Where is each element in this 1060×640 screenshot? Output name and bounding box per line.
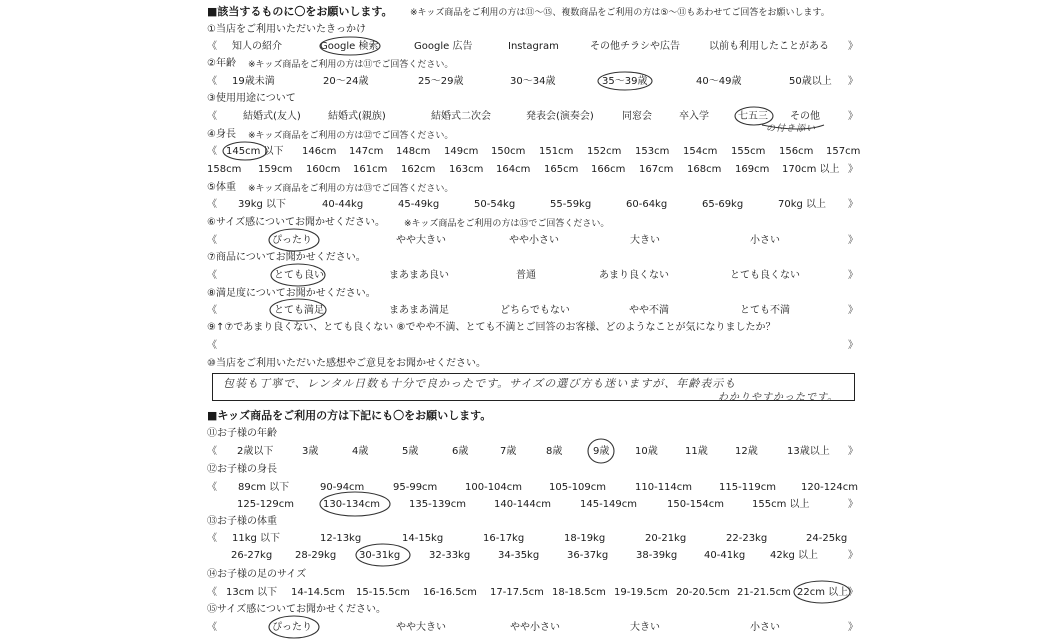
option-item[interactable]: 21-21.5cm: [737, 587, 791, 598]
bracket-open: 《: [207, 587, 217, 598]
option-item[interactable]: やや大きい: [396, 622, 446, 633]
option-item[interactable]: 大きい: [630, 235, 660, 246]
option-item[interactable]: 知人の紹介: [232, 41, 282, 52]
option-item[interactable]: やや小さい: [509, 235, 559, 246]
option-item[interactable]: 110-114cm: [635, 482, 693, 493]
question-label: ②年齢: [207, 58, 236, 69]
option-item[interactable]: 39kg 以下: [238, 199, 287, 210]
option-item[interactable]: 3歳: [302, 446, 319, 457]
option-item[interactable]: どちらでもない: [500, 305, 570, 316]
option-item[interactable]: 大きい: [630, 622, 660, 633]
option-item[interactable]: Instagram: [508, 41, 559, 52]
option-item[interactable]: 70kg 以上: [778, 199, 827, 210]
option-item[interactable]: 卒入学: [679, 111, 709, 122]
question-label: ⑫お子様の身長: [207, 464, 277, 475]
bracket-close: 》: [848, 340, 858, 351]
option-item[interactable]: 115-119cm: [719, 482, 777, 493]
bracket-open: 《: [207, 111, 217, 122]
question-label: ⑩当店をご利用いただいた感想やご意見をお聞かせください。: [207, 358, 486, 369]
option-item[interactable]: 22-23kg: [726, 533, 768, 544]
option-item[interactable]: 150-154cm: [667, 499, 725, 510]
option-item[interactable]: 164cm: [496, 164, 531, 175]
option-item[interactable]: 38-39kg: [636, 550, 678, 561]
option-item[interactable]: 40〜49歳: [696, 76, 742, 87]
option-item[interactable]: 26-27kg: [231, 550, 273, 561]
option-item[interactable]: 16-17kg: [483, 533, 525, 544]
option-item[interactable]: 19歳未満: [232, 76, 275, 87]
option-item[interactable]: 13cm 以下: [226, 587, 278, 598]
bracket-open: 《: [207, 146, 217, 157]
option-item[interactable]: 16-16.5cm: [423, 587, 477, 598]
bracket-open: 《: [207, 482, 217, 493]
option-item[interactable]: 20〜24歳: [323, 76, 369, 87]
option-item[interactable]: 11kg 以下: [232, 533, 281, 544]
bracket-close: 》: [848, 111, 858, 122]
option-item[interactable]: 157cm: [826, 146, 861, 157]
question-label: ⑬お子様の体重: [207, 516, 277, 527]
question-note: ※キッズ商品をご利用の方は⑮でご回答ください。: [404, 219, 610, 229]
handwritten-answer: 包装も丁寧で、レンタル日数も十分で良かったです。サイズの選び方も迷いますが、年齢表示も: [223, 377, 737, 390]
option-item[interactable]: 結婚式(親族): [328, 111, 386, 122]
option-item[interactable]: 90-94cm: [320, 482, 365, 493]
option-item[interactable]: 165cm: [544, 164, 579, 175]
option-item[interactable]: 14-14.5cm: [291, 587, 345, 598]
option-item[interactable]: 18-19kg: [564, 533, 606, 544]
option-item[interactable]: 35〜39歳: [602, 76, 648, 87]
option-item[interactable]: 95-99cm: [393, 482, 438, 493]
option-item[interactable]: 小さい: [750, 622, 780, 633]
option-item[interactable]: 22cm 以上: [797, 587, 849, 598]
option-item[interactable]: 14-15kg: [402, 533, 444, 544]
option-item[interactable]: 13歳以上: [787, 446, 830, 457]
question-label: ⑧満足度についてお聞かせください。: [207, 288, 376, 299]
option-item[interactable]: 152cm: [587, 146, 622, 157]
option-item[interactable]: 55-59kg: [550, 199, 592, 210]
option-item[interactable]: 100-104cm: [465, 482, 523, 493]
bracket-open: 《: [207, 305, 217, 316]
option-item[interactable]: 結婚式二次会: [431, 111, 491, 122]
option-item[interactable]: 153cm: [635, 146, 670, 157]
bracket-close: 》: [848, 499, 858, 510]
comment-box[interactable]: [212, 373, 855, 401]
option-item[interactable]: 20-21kg: [645, 533, 687, 544]
option-item[interactable]: 148cm: [396, 146, 431, 157]
option-item[interactable]: 60-64kg: [626, 199, 668, 210]
option-item[interactable]: 36-37kg: [567, 550, 609, 561]
option-item[interactable]: 150cm: [491, 146, 526, 157]
option-item[interactable]: 154cm: [683, 146, 718, 157]
option-item[interactable]: 結婚式(友人): [243, 111, 301, 122]
option-item[interactable]: 166cm: [591, 164, 626, 175]
option-item[interactable]: 4歳: [352, 446, 369, 457]
question-note: ※キッズ商品をご利用の方は⑫でご回答ください。: [248, 131, 454, 141]
option-item[interactable]: Google 検索: [320, 41, 379, 52]
option-item[interactable]: 159cm: [258, 164, 293, 175]
option-item[interactable]: その他: [790, 111, 820, 122]
option-item[interactable]: 155cm: [731, 146, 766, 157]
question-label: ⑪お子様の年齢: [207, 428, 277, 439]
option-item[interactable]: とても良い: [274, 270, 324, 281]
option-item[interactable]: 40-44kg: [322, 199, 364, 210]
bracket-open: 《: [207, 446, 217, 457]
question-label: ④身長: [207, 129, 236, 140]
option-item[interactable]: 50-54kg: [474, 199, 516, 210]
bracket-close: 》: [848, 550, 858, 561]
option-item[interactable]: 169cm: [735, 164, 770, 175]
option-item[interactable]: 12-13kg: [320, 533, 362, 544]
option-item[interactable]: 162cm: [401, 164, 436, 175]
option-item[interactable]: 50歳以上: [789, 76, 832, 87]
option-item[interactable]: 11歳: [685, 446, 708, 457]
option-item[interactable]: 168cm: [687, 164, 722, 175]
handwritten-answer-continued: わかりやすかったです。: [718, 392, 839, 403]
bracket-open: 《: [207, 76, 217, 87]
option-item[interactable]: 145cm 以下: [226, 146, 284, 157]
option-item[interactable]: 30-31kg: [359, 550, 401, 561]
option-item[interactable]: 158cm: [207, 164, 242, 175]
bracket-open: 《: [207, 41, 217, 52]
option-item[interactable]: 17-17.5cm: [490, 587, 544, 598]
option-item[interactable]: 12歳: [735, 446, 758, 457]
option-item[interactable]: 34-35kg: [498, 550, 540, 561]
option-item[interactable]: 30〜34歳: [510, 76, 556, 87]
option-item[interactable]: 170cm 以上: [782, 164, 840, 175]
option-item[interactable]: ぴったり: [272, 622, 312, 633]
option-item[interactable]: 5歳: [402, 446, 419, 457]
option-item[interactable]: 145-149cm: [580, 499, 638, 510]
option-item[interactable]: まあまあ満足: [389, 305, 449, 316]
question-note: ※キッズ商品をご利用の方は⑪でご回答ください。: [248, 60, 454, 70]
option-item[interactable]: 155cm 以上: [752, 499, 810, 510]
option-item[interactable]: 2歳以下: [237, 446, 274, 457]
option-item[interactable]: 発表会(演奏会): [526, 111, 594, 122]
option-item[interactable]: 105-109cm: [549, 482, 607, 493]
option-item[interactable]: 65-69kg: [702, 199, 744, 210]
question-note: ※キッズ商品をご利用の方は⑬でご回答ください。: [248, 184, 454, 194]
option-item[interactable]: 6歳: [452, 446, 469, 457]
kids-section-title: ■キッズ商品をご利用の方は下記にも〇をお願いします。: [207, 409, 492, 422]
option-item[interactable]: 45-49kg: [398, 199, 440, 210]
question-label: ⑨↑⑦であまり良くない、とても良くない ⑧でやや不満、とても不満とご回答のお客様、どのようなことが気になりましたか？: [207, 322, 776, 333]
bracket-open: 《: [207, 235, 217, 246]
bracket-close: 》: [848, 270, 858, 281]
option-item[interactable]: やや大きい: [396, 235, 446, 246]
bracket-open: 《: [207, 340, 217, 351]
handwritten-note: の付き添い: [766, 124, 817, 134]
question-label: ⑮サイズ感についてお聞かせください。: [207, 604, 386, 615]
option-item[interactable]: 89cm 以下: [238, 482, 290, 493]
option-item[interactable]: 20-20.5cm: [676, 587, 730, 598]
option-item[interactable]: 15-15.5cm: [356, 587, 410, 598]
option-item[interactable]: 32-33kg: [429, 550, 471, 561]
option-item[interactable]: 135-139cm: [409, 499, 467, 510]
question-label: ⑤体重: [207, 182, 236, 193]
question-label: ⑦商品についてお聞かせください。: [207, 252, 366, 263]
question-label: ③使用用途について: [207, 93, 296, 104]
bracket-open: 《: [207, 270, 217, 281]
option-item[interactable]: 42kg 以上: [770, 550, 819, 561]
option-item[interactable]: 28-29kg: [295, 550, 337, 561]
section-title: ■該当するものに〇をお願いします。: [207, 5, 393, 18]
option-item[interactable]: あまり良くない: [599, 270, 669, 281]
question-label: ①当店をご利用いただいたきっかけ: [207, 24, 366, 35]
option-item[interactable]: 以前も利用したことがある: [709, 41, 829, 52]
option-item[interactable]: 149cm: [444, 146, 479, 157]
option-item[interactable]: 163cm: [449, 164, 484, 175]
bracket-close: 》: [848, 41, 858, 52]
option-item[interactable]: その他チラシや広告: [590, 41, 680, 52]
bracket-close: 》: [848, 446, 858, 457]
option-item[interactable]: とても不満: [740, 305, 790, 316]
option-item[interactable]: やや不満: [629, 305, 669, 316]
option-item[interactable]: 151cm: [539, 146, 574, 157]
option-item[interactable]: 8歳: [546, 446, 563, 457]
option-item[interactable]: 125-129cm: [237, 499, 295, 510]
option-item[interactable]: とても満足: [274, 305, 324, 316]
bracket-close: 》: [848, 587, 858, 598]
option-item[interactable]: 9歳: [593, 446, 610, 457]
option-item[interactable]: 147cm: [349, 146, 384, 157]
option-item[interactable]: やや小さい: [510, 622, 560, 633]
option-item[interactable]: 19-19.5cm: [614, 587, 668, 598]
option-item[interactable]: 7歳: [500, 446, 517, 457]
option-item[interactable]: まあまあ良い: [389, 270, 449, 281]
bracket-open: 《: [207, 533, 217, 544]
option-item[interactable]: 160cm: [306, 164, 341, 175]
option-item[interactable]: 同窓会: [622, 111, 652, 122]
option-item[interactable]: 10歳: [635, 446, 658, 457]
bracket-close: 》: [848, 164, 858, 175]
bracket-open: 《: [207, 622, 217, 633]
question-label: ⑥サイズ感についてお聞かせください。: [207, 217, 385, 228]
option-item[interactable]: 161cm: [353, 164, 388, 175]
option-item[interactable]: 18-18.5cm: [552, 587, 606, 598]
option-item[interactable]: 146cm: [302, 146, 337, 157]
option-item[interactable]: 120-124cm: [801, 482, 859, 493]
option-item[interactable]: 40-41kg: [704, 550, 746, 561]
option-item[interactable]: 167cm: [639, 164, 674, 175]
bracket-close: 》: [848, 235, 858, 246]
section-note: ※キッズ商品をご利用の方は⑪〜⑮、複数商品をご利用の方は⑤〜⑪もあわせてご回答をお願いします。: [410, 8, 830, 18]
option-item[interactable]: 130-134cm: [323, 499, 381, 510]
option-item[interactable]: Google 広告: [414, 41, 473, 52]
option-item[interactable]: とても良くない: [730, 270, 800, 281]
option-item[interactable]: 156cm: [779, 146, 814, 157]
option-item[interactable]: 普通: [516, 270, 536, 281]
option-item[interactable]: ぴったり: [272, 235, 312, 246]
option-item[interactable]: 24-25kg: [806, 533, 848, 544]
question-label: ⑭お子様の足のサイズ: [207, 569, 307, 580]
option-item[interactable]: 140-144cm: [494, 499, 552, 510]
bracket-open: 《: [207, 199, 217, 210]
bracket-close: 》: [848, 76, 858, 87]
option-item[interactable]: 小さい: [750, 235, 780, 246]
bracket-close: 》: [848, 622, 858, 633]
bracket-close: 》: [848, 305, 858, 316]
bracket-close: 》: [848, 199, 858, 210]
option-item[interactable]: 25〜29歳: [418, 76, 464, 87]
option-item[interactable]: 七五三: [738, 111, 768, 122]
